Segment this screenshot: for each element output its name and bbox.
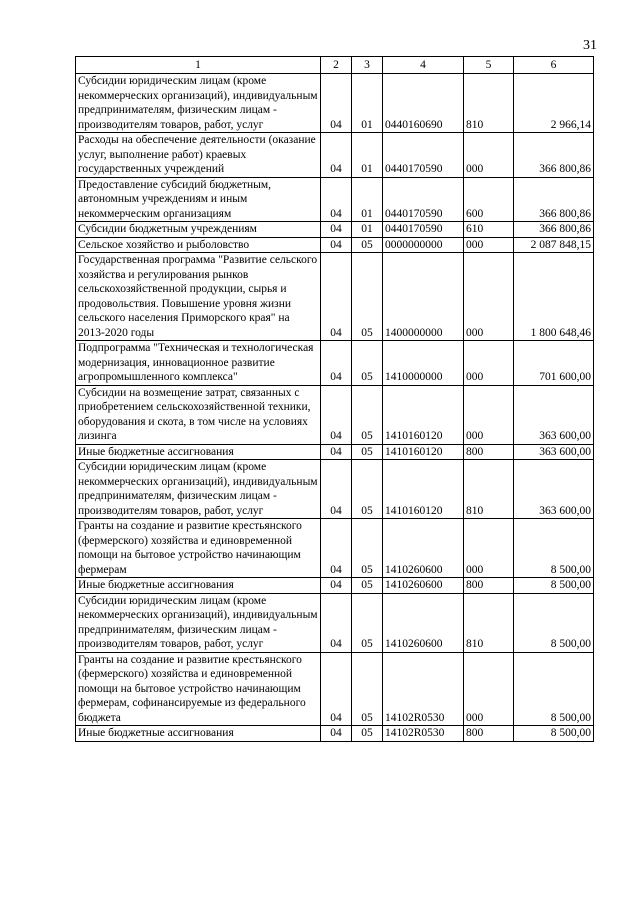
- row-name: Подпрограмма "Техническая и технологическая модернизация, инновационное развитие агропромышленного комплекса": [76, 341, 321, 386]
- table-body: [76, 74, 594, 742]
- row-name: Субсидии юридическим лицам (кроме некоммерческих организаций), индивидуальным предпринимателям, физическим лицам - производителям товаров, работ, услуг: [76, 593, 321, 652]
- row-name: Субсидии юридическим лицам (кроме некоммерческих организаций), индивидуальным предпринимателям, физическим лицам - производителям товаров, работ, услуг: [76, 74, 321, 133]
- table-row: [76, 652, 594, 726]
- row-name: Предоставление субсидий бюджетным, автономным учреждениям и иным некоммерческим организациям: [76, 177, 321, 222]
- row-subsection-code: 05: [352, 385, 383, 444]
- row-target-code: 1410160120: [383, 460, 464, 519]
- table-row: [76, 578, 594, 594]
- row-section-code: 04: [321, 133, 352, 178]
- row-expense-type: 000: [464, 133, 514, 178]
- row-expense-type: 610: [464, 222, 514, 238]
- row-target-code: 1410000000: [383, 341, 464, 386]
- row-section-code: 04: [321, 652, 352, 726]
- row-amount: 363 600,00: [514, 460, 594, 519]
- row-expense-type: 810: [464, 74, 514, 133]
- row-name: Гранты на создание и развитие крестьянского (фермерского) хозяйства и единовременной помощи на бытовое устройство начинающим фермерам, софинансируемые из федерального бюджета: [76, 652, 321, 726]
- row-subsection-code: 05: [352, 726, 383, 742]
- row-subsection-code: 05: [352, 444, 383, 460]
- row-section-code: 04: [321, 444, 352, 460]
- row-section-code: 04: [321, 177, 352, 222]
- table-row: [76, 177, 594, 222]
- row-expense-type: 000: [464, 253, 514, 341]
- row-target-code: 1410260600: [383, 578, 464, 594]
- table-row: [76, 444, 594, 460]
- row-target-code: 14102R0530: [383, 652, 464, 726]
- column-header: 2: [321, 57, 352, 74]
- row-target-code: 0440170590: [383, 177, 464, 222]
- row-section-code: 04: [321, 593, 352, 652]
- column-header: 5: [464, 57, 514, 74]
- row-amount: 701 600,00: [514, 341, 594, 386]
- row-name: Иные бюджетные ассигнования: [76, 444, 321, 460]
- row-section-code: 04: [321, 460, 352, 519]
- row-expense-type: 000: [464, 519, 514, 578]
- column-header: 6: [514, 57, 594, 74]
- row-section-code: 04: [321, 385, 352, 444]
- row-expense-type: 000: [464, 652, 514, 726]
- row-name: Иные бюджетные ассигнования: [76, 726, 321, 742]
- row-subsection-code: 05: [352, 237, 383, 253]
- table-row: [76, 593, 594, 652]
- column-header: 3: [352, 57, 383, 74]
- row-expense-type: 810: [464, 593, 514, 652]
- page-number: 31: [583, 38, 597, 53]
- row-amount: 8 500,00: [514, 578, 594, 594]
- table-header-row: [76, 57, 594, 74]
- table-row: [76, 341, 594, 386]
- row-name: Сельское хозяйство и рыболовство: [76, 237, 321, 253]
- row-amount: 363 600,00: [514, 444, 594, 460]
- row-section-code: 04: [321, 253, 352, 341]
- row-subsection-code: 01: [352, 133, 383, 178]
- row-amount: 8 500,00: [514, 652, 594, 726]
- table-row: [76, 519, 594, 578]
- row-target-code: 1400000000: [383, 253, 464, 341]
- row-expense-type: 800: [464, 444, 514, 460]
- row-name: Иные бюджетные ассигнования: [76, 578, 321, 594]
- row-subsection-code: 05: [352, 519, 383, 578]
- row-amount: 2 087 848,15: [514, 237, 594, 253]
- row-target-code: 0440170590: [383, 222, 464, 238]
- row-amount: 1 800 648,46: [514, 253, 594, 341]
- row-subsection-code: 05: [352, 593, 383, 652]
- column-header: 4: [383, 57, 464, 74]
- row-subsection-code: 05: [352, 460, 383, 519]
- row-section-code: 04: [321, 74, 352, 133]
- row-section-code: 04: [321, 726, 352, 742]
- row-amount: 366 800,86: [514, 177, 594, 222]
- row-target-code: 14102R0530: [383, 726, 464, 742]
- row-target-code: 0440160690: [383, 74, 464, 133]
- row-target-code: 1410260600: [383, 519, 464, 578]
- row-expense-type: 800: [464, 578, 514, 594]
- table-row: [76, 460, 594, 519]
- row-target-code: 0440170590: [383, 133, 464, 178]
- row-subsection-code: 01: [352, 222, 383, 238]
- row-expense-type: 000: [464, 341, 514, 386]
- row-amount: 366 800,86: [514, 222, 594, 238]
- column-header: 1: [76, 57, 321, 74]
- row-expense-type: 000: [464, 385, 514, 444]
- row-subsection-code: 05: [352, 578, 383, 594]
- row-section-code: 04: [321, 222, 352, 238]
- row-name: Субсидии юридическим лицам (кроме некоммерческих организаций), индивидуальным предпринимателям, физическим лицам - производителям товаров, работ, услуг: [76, 460, 321, 519]
- row-section-code: 04: [321, 519, 352, 578]
- table-row: [76, 222, 594, 238]
- row-subsection-code: 05: [352, 341, 383, 386]
- row-target-code: 1410160120: [383, 444, 464, 460]
- row-amount: 2 966,14: [514, 74, 594, 133]
- row-target-code: 1410260600: [383, 593, 464, 652]
- row-expense-type: 800: [464, 726, 514, 742]
- table-row: [76, 74, 594, 133]
- row-amount: 363 600,00: [514, 385, 594, 444]
- row-name: Расходы на обеспечение деятельности (оказание услуг, выполнение работ) краевых государственных учреждений: [76, 133, 321, 178]
- row-amount: 8 500,00: [514, 519, 594, 578]
- row-section-code: 04: [321, 578, 352, 594]
- row-section-code: 04: [321, 237, 352, 253]
- budget-table: [75, 56, 594, 742]
- row-target-code: 1410160120: [383, 385, 464, 444]
- row-name: Государственная программа "Развитие сельского хозяйства и регулирования рынков сельскохозяйственной продукции, сырья и продовольствия. Повышение уровня жизни сельского населения Приморского края" на 2013-2020 годы: [76, 253, 321, 341]
- row-expense-type: 810: [464, 460, 514, 519]
- row-amount: 8 500,00: [514, 593, 594, 652]
- row-subsection-code: 01: [352, 74, 383, 133]
- table-row: [76, 237, 594, 253]
- row-subsection-code: 05: [352, 253, 383, 341]
- row-subsection-code: 05: [352, 652, 383, 726]
- row-subsection-code: 01: [352, 177, 383, 222]
- row-name: Субсидии бюджетным учреждениям: [76, 222, 321, 238]
- row-name: Субсидии на возмещение затрат, связанных с приобретением сельскохозяйственной техники, оборудования и скота, в том числе на условиях лизинга: [76, 385, 321, 444]
- table-row: [76, 385, 594, 444]
- row-amount: 8 500,00: [514, 726, 594, 742]
- row-amount: 366 800,86: [514, 133, 594, 178]
- row-name: Гранты на создание и развитие крестьянского (фермерского) хозяйства и единовременной помощи на бытовое устройство начинающим фермерам: [76, 519, 321, 578]
- row-expense-type: 000: [464, 237, 514, 253]
- table-row: [76, 726, 594, 742]
- row-section-code: 04: [321, 341, 352, 386]
- table-row: [76, 253, 594, 341]
- row-expense-type: 600: [464, 177, 514, 222]
- row-target-code: 0000000000: [383, 237, 464, 253]
- table-row: [76, 133, 594, 178]
